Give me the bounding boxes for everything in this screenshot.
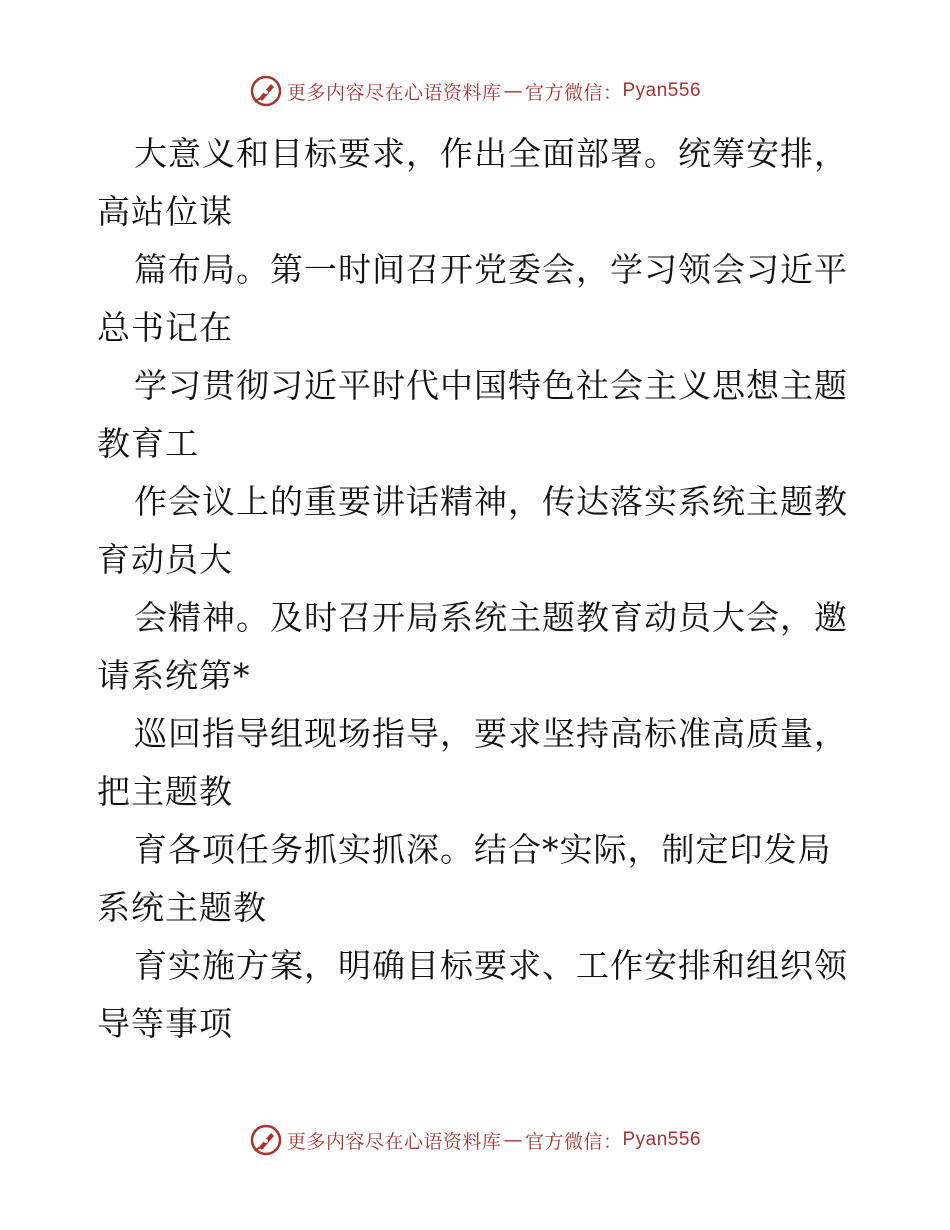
paragraph-3 (97, 357, 857, 473)
paragraph-line: 作会议上的重要讲话精神，传达落实系统主题教 (134, 482, 848, 521)
paragraph-7 (97, 821, 857, 937)
paragraph-wrap-line: 教育工 (97, 424, 199, 463)
paragraph-wrap-line: 总书记在 (97, 308, 233, 347)
wechat-id: Pyan556 (622, 1129, 702, 1150)
document-body (97, 125, 857, 1053)
separator-dash: — (503, 80, 523, 102)
paragraph-wrap-line: 高站位谋 (97, 192, 233, 231)
paragraph-line: 会精神。及时召开局系统主题教育动员大会，邀 (134, 598, 848, 637)
paragraph-wrap-line: 系统主题教 (97, 888, 267, 927)
wechat-label: 官方微信： (524, 81, 623, 104)
paragraph-line: 育各项任务抓实抓深。结合*实际，制定印发局 (134, 830, 832, 869)
paragraph-5 (97, 589, 857, 705)
paragraph-8 (97, 937, 857, 1053)
pen-nib-logo-icon (249, 1123, 283, 1157)
paragraph-4 (97, 473, 857, 589)
paragraph-1 (97, 125, 857, 241)
paragraph-wrap-line: 育动员大 (97, 540, 233, 579)
wechat-id: Pyan556 (622, 80, 702, 101)
header-banner (0, 71, 950, 111)
paragraph-line: 育实施方案，明确目标要求、工作安排和组织领 (134, 946, 848, 985)
paragraph-line: 篇布局。第一时间召开党委会，学习领会习近平 (134, 250, 848, 289)
paragraph-wrap-line: 请系统第* (97, 656, 251, 695)
site-text: 更多内容尽在心语资料库 (286, 81, 502, 104)
pen-nib-logo-icon (249, 74, 283, 108)
site-text: 更多内容尽在心语资料库 (286, 1130, 502, 1153)
paragraph-6 (97, 705, 857, 821)
footer-banner (0, 1120, 950, 1160)
paragraph-2 (97, 241, 857, 357)
paragraph-wrap-line: 把主题教 (97, 772, 233, 811)
paragraph-line: 大意义和目标要求，作出全面部署。统筹安排， (134, 134, 848, 173)
paragraph-wrap-line: 导等事项 (97, 1004, 233, 1043)
wechat-label: 官方微信： (524, 1130, 623, 1153)
separator-dash: — (503, 1129, 523, 1151)
paragraph-line: 学习贯彻习近平时代中国特色社会主义思想主题 (134, 366, 848, 405)
paragraph-line: 巡回指导组现场指导，要求坚持高标准高质量， (134, 714, 848, 753)
